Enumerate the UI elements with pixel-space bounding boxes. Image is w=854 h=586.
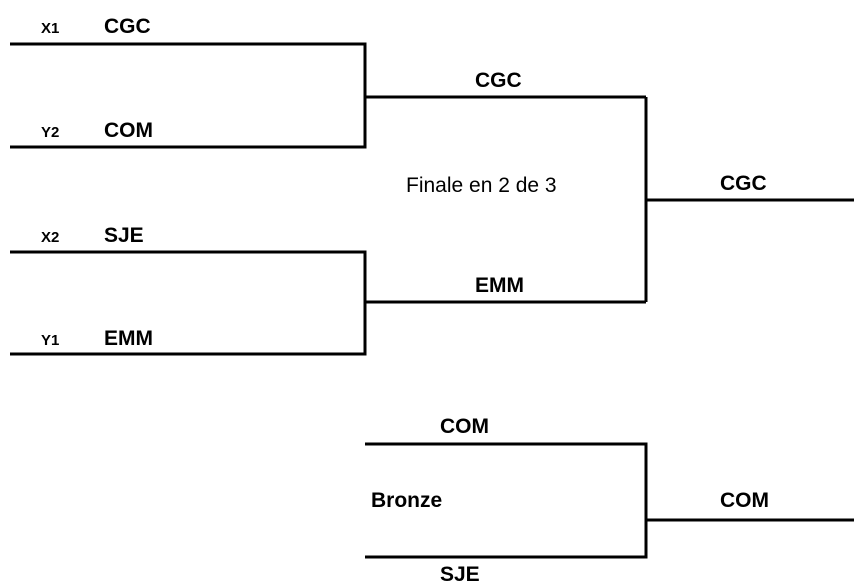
seed-label: Y1: [41, 332, 60, 349]
champion-team: CGC: [720, 172, 767, 195]
final-top-team: CGC: [475, 69, 522, 92]
seed-label: Y2: [41, 124, 60, 141]
bronze-bottom-team: SJE: [440, 563, 480, 586]
bronze-top-team: COM: [440, 415, 489, 438]
team-name: SJE: [104, 224, 144, 247]
seed-label: X1: [41, 20, 60, 37]
bracket-line-sf2: [10, 252, 365, 354]
seed-label: X2: [41, 229, 60, 246]
team-name: CGC: [104, 15, 151, 38]
final-bottom-team: EMM: [475, 274, 524, 297]
team-name: COM: [104, 119, 153, 142]
bronze-winner-team: COM: [720, 489, 769, 512]
final-note: Finale en 2 de 3: [406, 174, 557, 197]
bracket-line-sf1: [10, 44, 365, 147]
team-name: EMM: [104, 327, 153, 350]
bronze-label: Bronze: [371, 489, 443, 512]
